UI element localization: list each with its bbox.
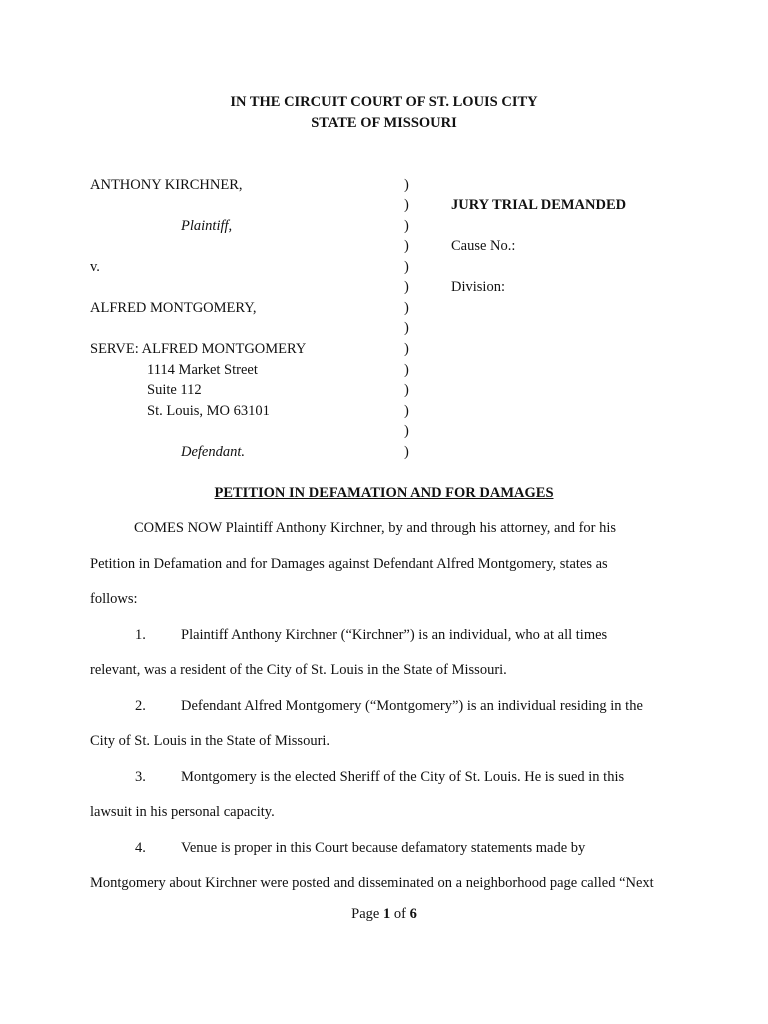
caption-paren: ) [404, 341, 409, 357]
court-state: STATE OF MISSOURI [311, 115, 457, 131]
page-prefix: Page [351, 906, 383, 922]
page-total: 6 [409, 906, 417, 922]
caption-paren: ) [404, 382, 409, 398]
caption-paren: ) [404, 320, 409, 336]
versus: v. [90, 259, 100, 275]
paragraph-number: 2. [135, 698, 146, 714]
caption-paren: ) [404, 300, 409, 316]
paragraph-text: Defendant Alfred Montgomery (“Montgomery”) is an individual residing in the [181, 698, 643, 714]
body-line: relevant, was a resident of the City of St. Louis in the State of Missouri. [90, 662, 507, 678]
body-line: Petition in Defamation and for Damages against Defendant Alfred Montgomery, states as [90, 556, 608, 572]
jury-trial-demanded: JURY TRIAL DEMANDED [451, 197, 627, 213]
body-line: COMES NOW Plaintiff Anthony Kirchner, by and through his attorney, and for his [134, 520, 617, 536]
caption-paren: ) [404, 444, 409, 460]
caption-paren: ) [404, 218, 409, 234]
division-label: Division: [451, 279, 505, 295]
defendant-name: ALFRED MONTGOMERY, [90, 300, 257, 316]
caption-paren: ) [404, 259, 409, 275]
caption-paren: ) [404, 177, 409, 193]
page-current: 1 [382, 906, 391, 922]
cause-number-label: Cause No.: [451, 238, 516, 254]
paragraph-number: 1. [135, 627, 146, 643]
caption-paren: ) [404, 423, 409, 439]
body-line: follows: [90, 591, 138, 607]
caption-paren: ) [404, 279, 409, 295]
paragraph-number: 3. [135, 769, 146, 785]
page-footer [0, 907, 768, 922]
caption-paren: ) [404, 362, 409, 378]
caption-paren: ) [404, 197, 409, 213]
caption-paren: ) [404, 238, 409, 254]
serve-line: SERVE: ALFRED MONTGOMERY [90, 341, 307, 357]
address-street: 1114 Market Street [147, 362, 258, 378]
plaintiff-name: ANTHONY KIRCHNER, [90, 177, 243, 193]
paragraph-number: 4. [135, 840, 146, 856]
caption-paren: ) [404, 403, 409, 419]
paragraph-text: Plaintiff Anthony Kirchner (“Kirchner”) is an individual, who at all times [181, 627, 608, 643]
court-title: IN THE CIRCUIT COURT OF ST. LOUIS CITY [230, 94, 538, 110]
petition-title: PETITION IN DEFAMATION AND FOR DAMAGES [214, 485, 554, 501]
address-city: St. Louis, MO 63101 [147, 403, 270, 419]
paragraph-text: Venue is proper in this Court because defamatory statements made by [181, 840, 586, 856]
paragraph-text: Montgomery is the elected Sheriff of the City of St. Louis. He is sued in this [181, 769, 625, 785]
page-mid: of [390, 906, 410, 922]
body-line: lawsuit in his personal capacity. [90, 804, 275, 820]
body-line: City of St. Louis in the State of Missouri. [90, 733, 331, 749]
defendant-role: Defendant. [181, 444, 246, 460]
address-suite: Suite 112 [147, 382, 202, 398]
plaintiff-role: Plaintiff, [181, 218, 233, 234]
body-line: Montgomery about Kirchner were posted and disseminated on a neighborhood page called “Next [90, 875, 654, 891]
